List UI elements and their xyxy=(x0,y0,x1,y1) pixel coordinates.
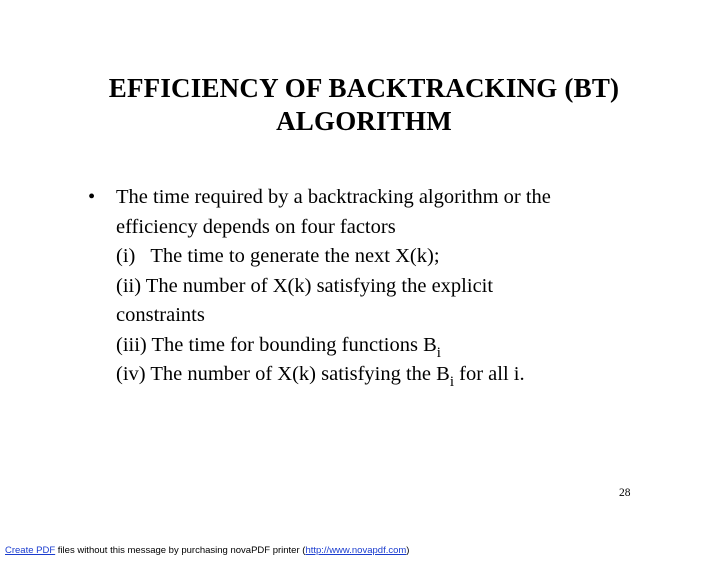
create-pdf-link[interactable]: Create PDF xyxy=(5,545,56,556)
factor-item-i: (i) The time to generate the next X(k); xyxy=(116,245,440,267)
novapdf-url-link[interactable]: http://www.novapdf.com xyxy=(305,545,407,556)
factor-item-ii-line-1: (ii) The number of X(k) satisfying the explicit xyxy=(116,274,494,297)
slide-content xyxy=(88,183,688,390)
factor-item-iv-text-end: for all i. xyxy=(454,363,525,385)
slide-title-line-2: ALGORITHM xyxy=(276,106,452,136)
factor-item-iii-text: (iii) The time for bounding functions B xyxy=(116,333,437,356)
pdf-notice-end: ) xyxy=(406,545,410,556)
bullet-text-line-2: efficiency depends on four factors xyxy=(116,215,396,238)
pdf-notice-text: files without this message by purchasing novaPDF printer ( xyxy=(55,545,306,556)
factor-item-iv xyxy=(88,360,688,390)
factor-item-iii-subscript: i xyxy=(436,344,441,361)
slide-title xyxy=(0,72,728,138)
slide-title-line-1: EFFICIENCY OF BACKTRACKING (BT) xyxy=(108,73,620,103)
factor-item-iv-subscript: i xyxy=(449,374,454,390)
bullet-text-line-1: The time required by a backtracking algorithm or the xyxy=(116,186,551,208)
page-number: 28 xyxy=(619,487,631,499)
pdf-watermark-notice xyxy=(5,545,409,556)
bullet-point xyxy=(88,183,688,242)
factor-item-ii-line-2: constraints xyxy=(116,304,205,326)
factor-item-iv-text: (iv) The number of X(k) satisfying the B xyxy=(116,363,450,385)
factor-item-iii xyxy=(88,331,688,361)
bullet-dot-icon: • xyxy=(88,186,96,208)
